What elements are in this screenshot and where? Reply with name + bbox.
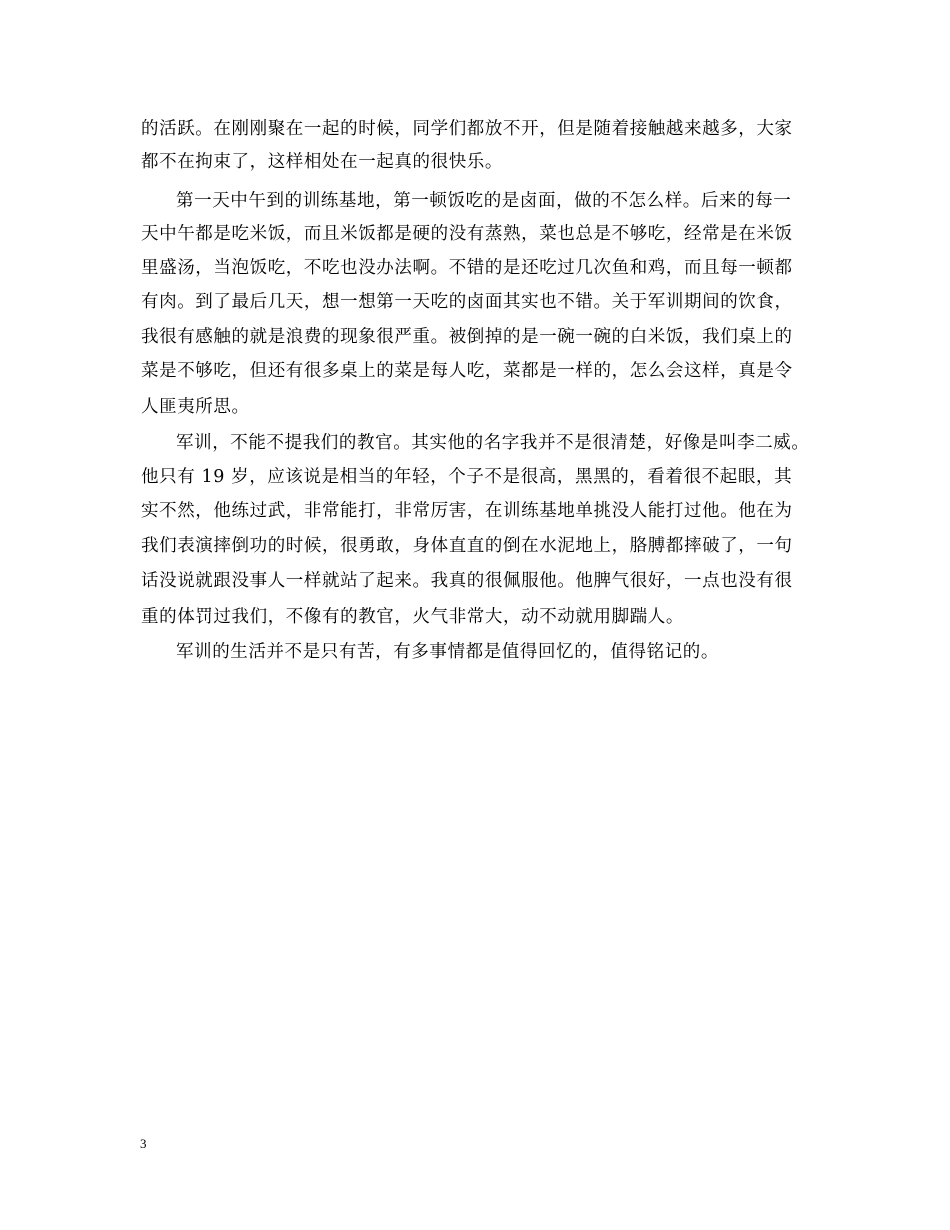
page-number: 3 [140,1136,147,1151]
text-line: 里盛汤，当泡饭吃，不吃也没办法啊。不错的是还吃过几次鱼和鸡，而且每一顿都 [141,258,793,278]
text-line: 他只有 19 岁，应该说是相当的年轻，个子不是很高，黑黑的，看着很不起眼，其 [141,467,793,487]
text-line: 人匪夷所思。 [141,397,250,417]
text-line: 话没说就跟没事人一样就站了起来。我真的很佩服他。他脾气很好，一点也没有很 [141,571,793,591]
paragraph-first-line: 军训的生活并不是只有苦，有多事情都是值得回忆的，值得铭记的。 [176,642,719,662]
text-line: 我们表演摔倒功的时候，很勇敢，身体直直的倒在水泥地上，胳膊都摔破了，一句 [141,536,793,556]
text-line: 有肉。到了最后几天，想一想第一天吃的卤面其实也不错。关于军训期间的饮食， [141,292,793,312]
paragraph-first-line: 第一天中午到的训练基地，第一顿饭吃的是卤面，做的不怎么样。后来的每一 [176,191,792,211]
text-line: 实不然，他练过武，非常能打，非常厉害，在训练基地单挑没人能打过他。他在为 [141,501,793,521]
text-line: 我很有感触的就是浪费的现象很严重。被倒掉的是一碗一碗的白米饭，我们桌上的 [141,327,793,347]
text-line: 都不在拘束了，这样相处在一起真的很快乐。 [141,152,503,172]
paragraph-first-line: 军训，不能不提我们的教官。其实他的名字我并不是很清楚，好像是叫李二威。 [176,433,810,453]
text-line: 天中午都是吃米饭，而且米饭都是硬的没有蒸熟，菜也总是不够吃，经常是在米饭 [141,224,793,244]
text-line: 的活跃。在刚刚聚在一起的时候，同学们都放不开，但是随着接触越来越多，大家 [141,119,793,139]
text-line: 重的体罚过我们，不像有的教官，火气非常大，动不动就用脚踹人。 [141,607,684,627]
text-line: 菜是不够吃，但还有很多桌上的菜是每人吃，菜都是一样的，怎么会这样，真是令 [141,361,793,381]
